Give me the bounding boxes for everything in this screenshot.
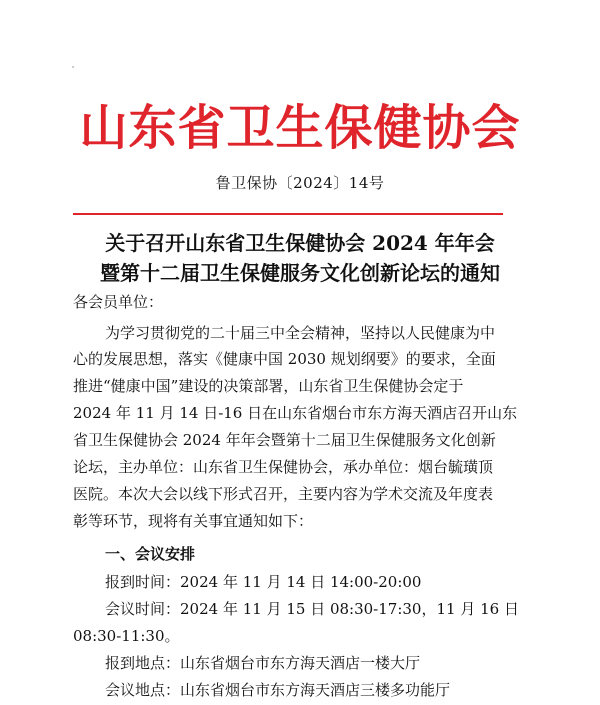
- meeting-time-continued: 08:30-11:30。: [73, 627, 180, 645]
- body-line: 推进“健康中国”建设的决策部署，山东省卫生保健协会定于: [73, 377, 464, 395]
- section-heading-meeting-arrangement: 一、会议安排: [105, 545, 196, 563]
- registration-location: 报到地点：山东省烟台市东方海天酒店一楼大厅: [105, 654, 421, 672]
- salutation: 各会员单位：: [73, 293, 164, 311]
- meeting-location: 会议地点：山东省烟台市东方海天酒店三楼多功能厅: [105, 681, 451, 699]
- scan-mark: [72, 66, 74, 68]
- body-line: 心的发展思想，落实《健康中国 2030 规划纲要》的要求，全面: [73, 350, 496, 368]
- body-line: 彰等环节，现将有关事宜通知如下：: [73, 512, 314, 530]
- body-line: 医院。本次大会以线下形式召开，主要内容为学术交流及年度表: [73, 485, 494, 503]
- meeting-time: 会议时间：2024 年 11 月 15 日 08:30-17:30，11 月 16 日: [105, 600, 519, 618]
- registration-time: 报到时间：2024 年 11 月 14 日 14:00-20:00: [105, 573, 422, 591]
- letterhead-divider: [73, 213, 503, 215]
- body-line: 为学习贯彻党的二十届三中全会精神，坚持以人民健康为中: [105, 324, 496, 342]
- body-line: 省卫生保健协会 2024 年年会暨第十二届卫生保健服务文化创新: [73, 431, 496, 449]
- document-number: 鲁卫保协〔2024〕14号: [215, 174, 385, 192]
- org-letterhead-title: 山东省卫生保健协会: [79, 100, 521, 156]
- notice-title-line-2: 暨第十二届卫生保健服务文化创新论坛的通知: [100, 261, 500, 285]
- notice-title-line-1: 关于召开山东省卫生保健协会 2024 年年会: [105, 231, 495, 255]
- body-line: 2024 年 11 月 14 日-16 日在山东省烟台市东方海天酒店召开山东: [73, 404, 518, 422]
- body-line: 论坛，主办单位：山东省卫生保健协会，承办单位：烟台毓璜顶: [73, 458, 494, 476]
